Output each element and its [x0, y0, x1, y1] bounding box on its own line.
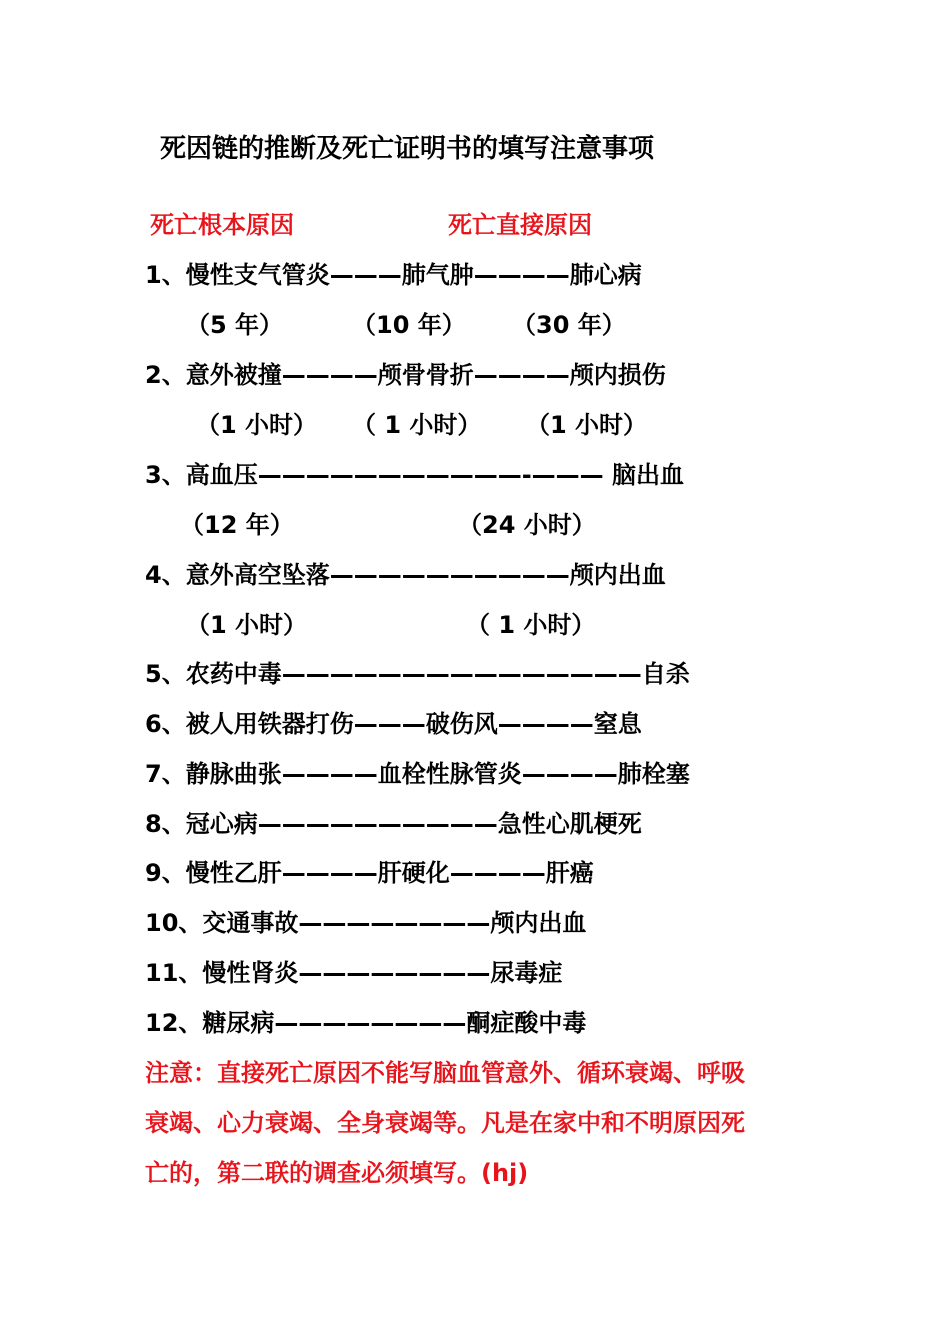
- header-root-cause: 死亡根本原因: [150, 211, 294, 239]
- chain-1-duration-1: （5 年）: [186, 311, 284, 339]
- chain-3-duration-1: （12 年）: [180, 511, 294, 539]
- chain-7: 7、静脉曲张————血栓性脉管炎————肺栓塞: [145, 760, 690, 788]
- note-line-2: 衰竭、心力衰竭、全身衰竭等。凡是在家中和不明原因死: [145, 1109, 745, 1137]
- chain-3: 3、高血压———————————-——— 脑出血: [145, 461, 685, 489]
- chain-9: 9、慢性乙肝————肝硬化————肝癌: [145, 859, 594, 887]
- note-line-1: 注意：直接死亡原因不能写脑血管意外、循环衰竭、呼吸: [145, 1059, 745, 1087]
- chain-2-duration-1: （1 小时）: [196, 411, 318, 439]
- chain-3-duration-2: （24 小时）: [458, 511, 596, 539]
- chain-8: 8、冠心病——————————急性心肌梗死: [145, 810, 642, 838]
- chain-4-duration-1: （1 小时）: [186, 611, 308, 639]
- chain-2-duration-2: （ 1 小时）: [352, 411, 482, 439]
- page-title: 死因链的推断及死亡证明书的填写注意事项: [160, 134, 655, 164]
- chain-10: 10、交通事故————————颅内出血: [145, 909, 587, 937]
- chain-1-duration-2: （10 年）: [352, 311, 466, 339]
- chain-6: 6、被人用铁器打伤———破伤风————窒息: [145, 710, 642, 738]
- chain-12: 12、糖尿病————————酮症酸中毒: [145, 1009, 587, 1037]
- note-line-3: 亡的，第二联的调查必须填写。(hj): [145, 1159, 529, 1187]
- header-direct-cause: 死亡直接原因: [448, 211, 592, 239]
- chain-2-duration-3: （1 小时）: [526, 411, 648, 439]
- chain-2: 2、意外被撞————颅骨骨折————颅内损伤: [145, 361, 666, 389]
- chain-11: 11、慢性肾炎————————尿毒症: [145, 959, 563, 987]
- chain-4: 4、意外高空坠落——————————颅内出血: [145, 561, 666, 589]
- chain-1: 1、慢性支气管炎———肺气肿————肺心病: [145, 261, 642, 289]
- chain-4-duration-2: （ 1 小时）: [466, 611, 596, 639]
- chain-5: 5、农药中毒———————————————自杀: [145, 660, 690, 688]
- chain-1-duration-3: （30 年）: [512, 311, 626, 339]
